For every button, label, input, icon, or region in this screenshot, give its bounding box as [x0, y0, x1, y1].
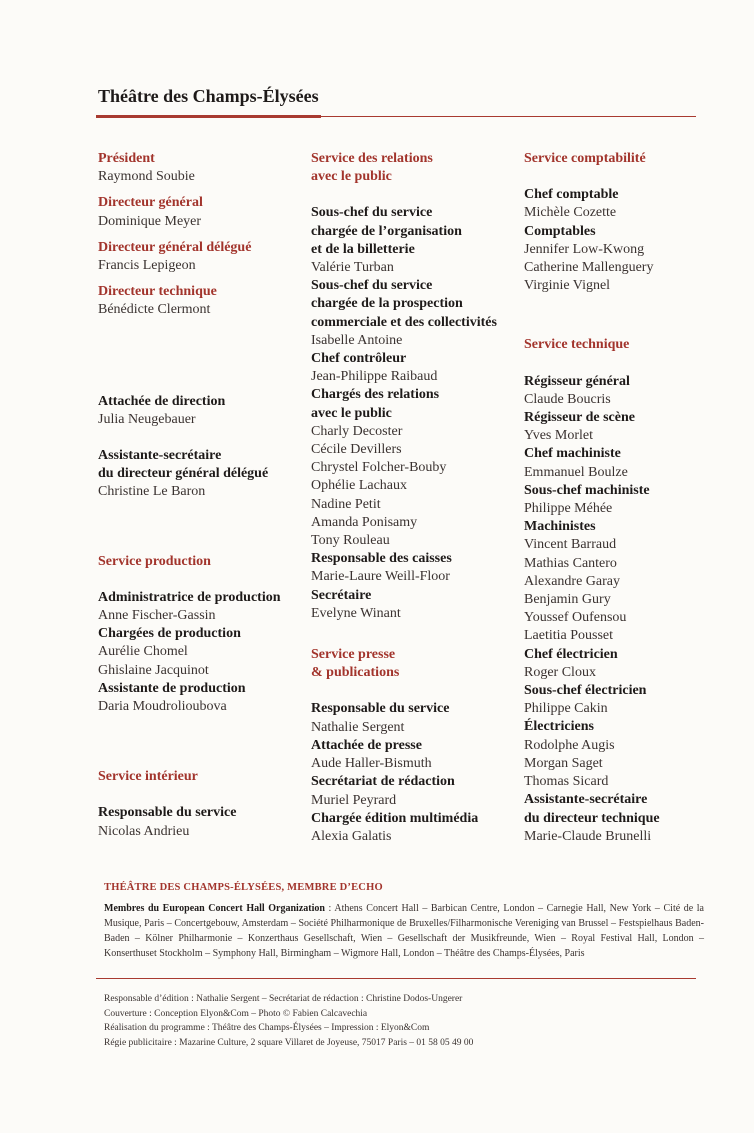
role-heading: Directeur général: [98, 195, 203, 211]
person-name: Youssef Oufensou: [524, 610, 627, 626]
person-name: Francis Lepigeon: [98, 258, 196, 274]
role-label: commerciale et des collectivités: [311, 314, 497, 330]
person-name: Benjamin Gury: [524, 592, 611, 608]
column-compta-technique: [524, 150, 724, 846]
person-name: Nadine Petit: [311, 496, 381, 512]
person-name: Nathalie Sergent: [311, 719, 405, 735]
role-label: Administratrice de production: [98, 589, 281, 605]
person-name: Isabelle Antoine: [311, 332, 403, 348]
section-heading-presse: & publications: [311, 665, 400, 681]
role-label: avec le public: [311, 405, 392, 421]
role-label: Assistante-secrétaire: [524, 792, 648, 808]
person-name: Alexandre Garay: [524, 573, 621, 589]
role-label: Électriciens: [524, 719, 594, 735]
section-heading-relations: Service des relations: [311, 151, 433, 166]
role-label: Responsable du service: [311, 701, 450, 717]
person-name: Mathias Cantero: [524, 555, 617, 571]
person-name: Chrystel Folcher-Bouby: [311, 460, 447, 476]
person-name: Valérie Turban: [311, 260, 394, 276]
role-label: Responsable du service: [98, 805, 237, 821]
person-name: Evelyne Winant: [311, 605, 401, 621]
person-name: Jennifer Low-Kwong: [524, 241, 645, 257]
role-label: Chef comptable: [524, 187, 619, 203]
person-name: Laetitia Pousset: [524, 628, 614, 644]
role-label: chargée de l’organisation: [311, 223, 462, 239]
role-label: Machinistes: [524, 519, 596, 535]
person-name: Raymond Soubie: [98, 169, 195, 185]
person-name: Christine Le Baron: [98, 484, 206, 500]
role-label: Sous-chef du service: [311, 278, 433, 294]
person-name: Emmanuel Boulze: [524, 464, 628, 480]
person-name: Cécile Devillers: [311, 442, 402, 458]
person-name: Charly Decoster: [311, 423, 403, 439]
role-label: Chargés des relations: [311, 387, 440, 403]
role-label: Chargées de production: [98, 626, 241, 642]
person-name: Virginie Vignel: [524, 278, 611, 294]
role-label: Attachée de direction: [98, 393, 226, 409]
echo-lead: Membres du European Concert Hall Organization: [104, 903, 325, 914]
person-name: Aude Haller-Bismuth: [311, 756, 432, 772]
column-relations-presse: [311, 150, 516, 846]
person-name: Ghislaine Jacquinot: [98, 662, 209, 678]
role-label: chargée de la prospection: [311, 296, 463, 312]
person-name: Marie-Claude Brunelli: [524, 828, 652, 844]
person-name: Yves Morlet: [524, 428, 593, 444]
role-label: Chargée édition multimédia: [311, 810, 479, 826]
person-name: Anne Fischer-Gassin: [98, 608, 216, 624]
role-label: Secrétariat de rédaction: [311, 774, 455, 790]
role-label: Assistante-secrétaire: [98, 448, 222, 464]
role-label: Attachée de presse: [311, 737, 422, 753]
person-name: Dominique Meyer: [98, 213, 202, 229]
role-label: Chef contrôleur: [311, 351, 407, 367]
role-label: Sous-chef machiniste: [524, 482, 650, 498]
echo-title: THÉÂTRE DES CHAMPS-ÉLYSÉES, MEMBRE D’ECHO: [104, 882, 383, 893]
role-label: Régisseur général: [524, 373, 630, 389]
page-title: Théâtre des Champs-Élysées: [98, 86, 319, 106]
role-label: et de la billetterie: [311, 241, 415, 257]
person-name: Daria Moudrolioubova: [98, 699, 227, 715]
section-heading-technique: Service technique: [524, 337, 630, 353]
section-heading-relations: avec le public: [311, 169, 392, 185]
role-label: Assistante de production: [98, 680, 246, 696]
person-name: Jean-Philippe Raibaud: [311, 369, 438, 385]
role-label: Responsable des caisses: [311, 551, 452, 567]
role-label: Sous-chef du service: [311, 205, 433, 221]
person-name: Bénédicte Clermont: [98, 302, 211, 318]
person-name: Vincent Barraud: [524, 537, 617, 553]
footer-divider: [96, 978, 696, 979]
person-name: Aurélie Chomel: [98, 644, 188, 660]
person-name: Muriel Peyrard: [311, 792, 397, 808]
role-heading: Président: [98, 151, 155, 166]
person-name: Morgan Saget: [524, 755, 603, 771]
role-heading: Directeur général délégué: [98, 239, 252, 255]
person-name: Marie-Laure Weill-Floor: [311, 569, 450, 585]
person-name: Nicolas Andrieu: [98, 823, 190, 839]
section-heading-presse: Service presse: [311, 647, 396, 663]
role-label: Secrétaire: [311, 587, 372, 603]
section-heading-production: Service production: [98, 553, 211, 569]
person-name: Roger Cloux: [524, 664, 596, 680]
role-heading: Directeur technique: [98, 284, 217, 300]
credit-line: Couverture : Conception Elyon&Com – Photo © Fabien Calcavechia: [104, 1008, 368, 1019]
person-name: Catherine Mallenguery: [524, 260, 654, 276]
section-heading-comptabilite: Service comptabilité: [524, 151, 646, 166]
role-label: Sous-chef électricien: [524, 683, 647, 699]
person-name: Philippe Cakin: [524, 701, 608, 717]
echo-member-list: [104, 901, 704, 961]
role-label: Chef machiniste: [524, 446, 621, 462]
person-name: Rodolphe Augis: [524, 737, 615, 753]
role-label: du directeur général délégué: [98, 466, 269, 482]
person-name: Michèle Cozette: [524, 205, 617, 221]
role-label: Chef électricien: [524, 646, 618, 662]
person-name: Thomas Sicard: [524, 774, 609, 790]
person-name: Ophélie Lachaux: [311, 478, 408, 494]
echo-membership: [104, 880, 704, 961]
role-label: Comptables: [524, 223, 596, 239]
echo-members: : Athens Concert Hall – Barbican Centre, London – Carnegie Hall, New York – Cité de la Musique, Paris – Concertgebouw, Amsterdam – Société Philharmonique de Bruxelles/Filharmonische Vereniging van Brussel – Festspielhaus Baden-Baden – Kölner Philharmonie – Konzerthaus Gesellschaft, Wien – Gesellschaft der Musikfreunde, Wien – Royal Festival Hall, London – Konserthuset Stockholm – Symphony Hall, Birmingham – Wigmore Hall, London – Théâtre des Champs-Élysées, Paris: [104, 903, 704, 959]
title-divider: [96, 116, 696, 117]
credit-line: Responsable d’édition : Nathalie Sergent – Secrétariat de rédaction : Christine Dodos-Ungerer: [104, 994, 463, 1004]
role-label: du directeur technique: [524, 810, 660, 826]
person-name: Tony Rouleau: [311, 533, 390, 549]
credits: [104, 992, 704, 1050]
role-label: Régisseur de scène: [524, 410, 635, 426]
person-name: Claude Boucris: [524, 391, 611, 407]
column-direction: [98, 150, 298, 841]
person-name: Amanda Ponisamy: [311, 514, 418, 530]
section-heading-interieur: Service intérieur: [98, 769, 198, 785]
person-name: Alexia Galatis: [311, 828, 392, 844]
credit-line: Réalisation du programme : Théâtre des Champs-Élysées – Impression : Elyon&Com: [104, 1023, 430, 1033]
credit-line: Régie publicitaire : Mazarine Culture, 2 square Villaret de Joyeuse, 75017 Paris – 01 58 05 49 00: [104, 1037, 474, 1048]
person-name: Philippe Méhée: [524, 501, 613, 517]
person-name: Julia Neugebauer: [98, 411, 196, 427]
